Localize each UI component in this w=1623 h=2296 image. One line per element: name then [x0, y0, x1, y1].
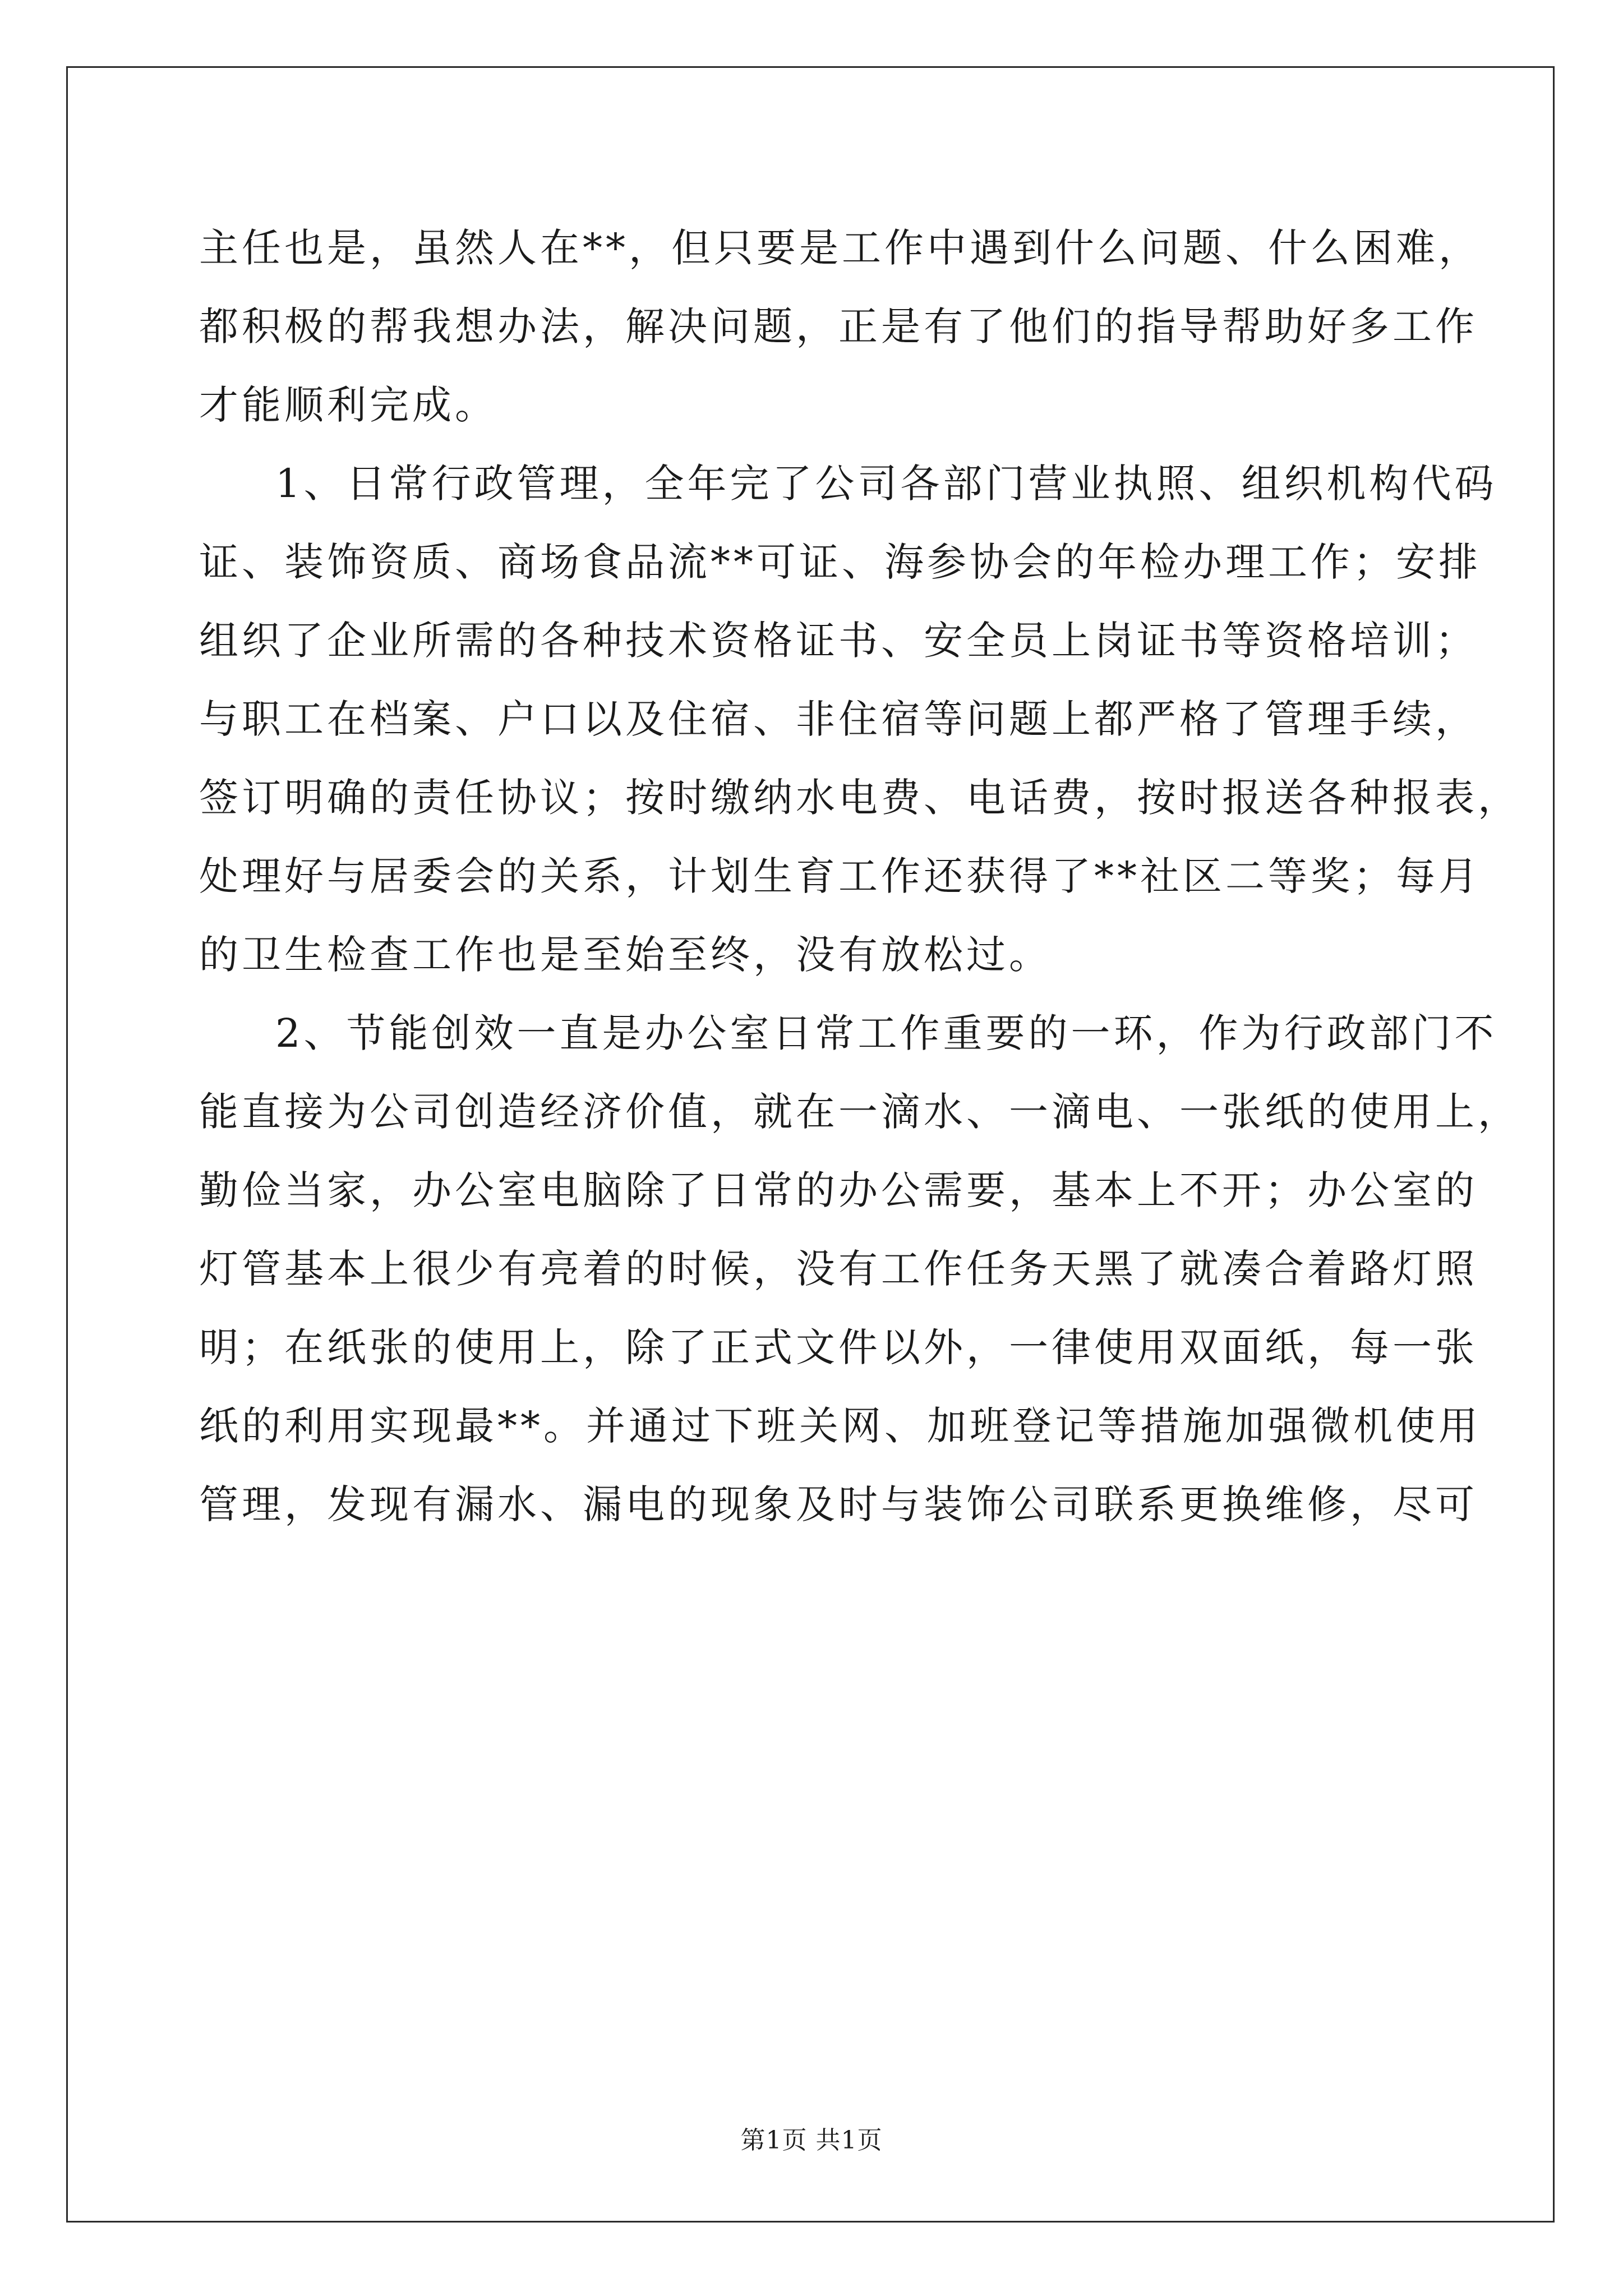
text-line: 与职工在档案、户口以及住宿、非住宿等问题上都严格了管理手续， — [199, 696, 1478, 742]
text-line: 组织了企业所需的各种技术资格证书、安全员上岗证书等资格培训； — [199, 618, 1478, 664]
text-line-paragraph-start: 2、节能创效一直是办公室日常工作重要的一环，作为行政部门不 — [275, 1010, 1497, 1056]
text-line: 纸的利用实现最**。并通过下班关网、加班登记等措施加强微机使用 — [199, 1403, 1481, 1449]
text-line: 能直接为公司创造经济价值，就在一滴水、一滴电、一张纸的使用上， — [199, 1089, 1520, 1135]
text-line-paragraph-start: 1、日常行政管理，全年完了公司各部门营业执照、组织机构代码 — [275, 461, 1497, 507]
text-line: 都积极的帮我想办法，解决问题，正是有了他们的指导帮助好多工作 — [199, 303, 1478, 349]
text-line: 才能顺利完成。 — [199, 382, 497, 428]
text-line: 签订明确的责任协议；按时缴纳水电费、电话费，按时报送各种报表， — [199, 775, 1520, 821]
text-line: 明；在纸张的使用上，除了正式文件以外，一律使用双面纸，每一张 — [199, 1324, 1478, 1370]
text-line: 处理好与居委会的关系，计划生育工作还获得了**社区二等奖；每月 — [199, 853, 1481, 899]
document-body — [199, 209, 1520, 1544]
page-number-footer: 第1页 共1页 — [740, 2126, 883, 2155]
text-line: 证、装饰资质、商场食品流**可证、海参协会的年检办理工作；安排 — [199, 539, 1481, 585]
text-line: 勤俭当家，办公室电脑除了日常的办公需要，基本上不开；办公室的 — [199, 1167, 1478, 1213]
text-line: 的卫生检查工作也是至始至终，没有放松过。 — [199, 932, 1052, 978]
text-line: 灯管基本上很少有亮着的时候，没有工作任务天黑了就凑合着路灯照 — [199, 1246, 1478, 1292]
text-line: 主任也是，虽然人在**，但只要是工作中遇到什么问题、什么困难， — [199, 225, 1481, 271]
text-line: 管理，发现有漏水、漏电的现象及时与装饰公司联系更换维修，尽可 — [199, 1481, 1478, 1527]
